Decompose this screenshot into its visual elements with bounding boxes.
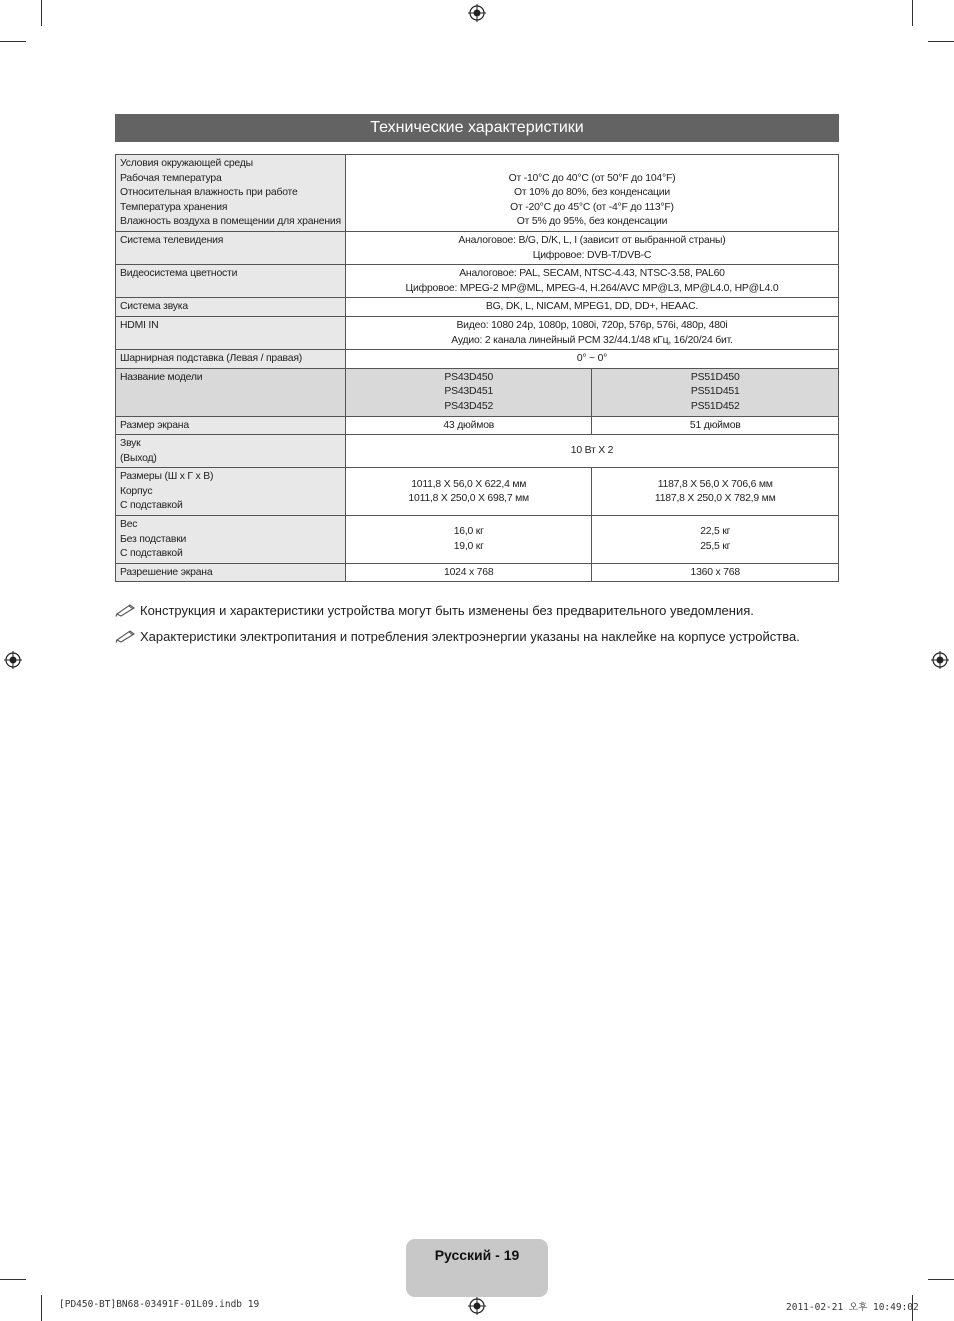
registration-mark-icon (4, 651, 22, 669)
spec-value-line: От -10°C до 40°C (от 50°F до 104°F) (508, 172, 676, 184)
crop-mark (928, 1279, 954, 1280)
specs-table (115, 154, 839, 582)
spec-label-line: Система звука (120, 301, 188, 313)
table-row (116, 416, 839, 435)
table-row (116, 155, 839, 232)
table-row (116, 516, 839, 564)
spec-value-left (345, 368, 592, 416)
table-row (116, 468, 839, 516)
spec-value (345, 155, 838, 232)
footer-timestamp: 2011-02-21 오후 10:49:02 (786, 1302, 919, 1313)
spec-label-line: Без подставки (120, 533, 187, 545)
spec-label-line: С подставкой (120, 500, 183, 512)
spec-label-line: Звук (120, 438, 141, 450)
crop-mark (928, 41, 954, 42)
spec-label (116, 265, 346, 298)
pen-icon (115, 603, 137, 617)
spec-value-left-line: PS43D450 (444, 371, 494, 383)
spec-value-right-line: 1187,8 X 56,0 X 706,6 мм (657, 478, 773, 490)
spec-value-line: 0° ~ 0° (576, 353, 608, 365)
spec-label-line: Система телевидения (120, 234, 224, 246)
spec-value-right-line: PS51D451 (690, 386, 740, 398)
page-label: Русский - 19 (434, 1247, 520, 1263)
pen-icon (115, 629, 137, 643)
spec-label-line: Размеры (Ш x Г x В) (120, 471, 214, 483)
spec-value-left-line: 1011,8 X 56,0 X 622,4 мм (411, 478, 527, 490)
table-row (116, 298, 839, 317)
spec-label-line: Условия окружающей среды (120, 158, 253, 169)
table-row (116, 368, 839, 416)
spec-label-line: HDMI IN (120, 319, 159, 331)
spec-label-line: (Выход) (120, 452, 157, 464)
spec-value-left-line: PS43D451 (444, 386, 494, 398)
spec-value-left-line: 1011,8 X 250,0 X 698,7 мм (408, 493, 530, 505)
spec-value-line: Цифровое: DVB-T/DVB-C (532, 249, 652, 261)
registration-mark-icon (931, 651, 949, 669)
spec-value (345, 265, 838, 298)
spec-value-left-line: 19,0 кг (453, 540, 484, 552)
spec-label-line: Относительная влажность при работе (120, 187, 298, 199)
footer-file: [PD450-BT]BN68-03491F-01L09.indb 19 (59, 1299, 260, 1310)
spec-label-line: Влажность воздуха в помещении для хранения (120, 216, 341, 228)
spec-label-line: Разрешение экрана (120, 566, 213, 578)
notes (115, 597, 875, 649)
spec-label-line: Видеосистема цветности (120, 268, 238, 280)
spec-value-line: Аналоговое: B/G, D/K, L, I (зависит от выбранной страны) (458, 234, 726, 246)
spec-label (116, 316, 346, 349)
spec-label-line: Вес (120, 519, 138, 531)
spec-value-left-line: PS43D452 (444, 400, 494, 412)
table-row (116, 435, 839, 468)
spec-label (116, 155, 346, 232)
crop-mark (41, 0, 42, 26)
table-row (116, 231, 839, 264)
spec-value-right (592, 416, 839, 435)
spec-value-right (592, 516, 839, 564)
note-item (115, 623, 875, 649)
spec-value-left (345, 516, 592, 564)
page-title: Технические характеристики (115, 114, 839, 142)
spec-value-line: От 5% до 95%, без конденсации (516, 216, 668, 228)
spec-value-line: BG, DK, L, NICAM, MPEG1, DD, DD+, HEAAC. (485, 301, 699, 313)
spec-label-line: Размер экрана (120, 419, 189, 431)
spec-value-right (592, 468, 839, 516)
spec-label (116, 516, 346, 564)
registration-mark-icon (468, 1297, 486, 1315)
spec-label-line: Температура хранения (120, 201, 228, 213)
spec-value-line (350, 157, 834, 172)
spec-label-line: Корпус (120, 485, 153, 497)
spec-value-left-line: 16,0 кг (453, 526, 484, 538)
spec-value (345, 231, 838, 264)
spec-value-left-line: 1024 x 768 (444, 566, 494, 578)
spec-value-line: Видео: 1080 24p, 1080p, 1080i, 720p, 576p, 576i, 480p, 480i (456, 319, 728, 331)
table-row (116, 350, 839, 369)
note-text: Характеристики электропитания и потребления электроэнергии указаны на наклейке на корпусе устройства. (140, 628, 800, 644)
note-item (115, 597, 875, 623)
spec-value-line: Цифровое: MPEG-2 MP@ML, MPEG-4, H.264/AVC MP@L3, MP@L4.0, HP@L4.0 (405, 282, 779, 294)
spec-value (345, 316, 838, 349)
spec-label (116, 350, 346, 369)
spec-value-line: 10 Вт X 2 (570, 445, 614, 457)
spec-value-left (345, 416, 592, 435)
table-row (116, 265, 839, 298)
spec-value (345, 435, 838, 468)
table-row (116, 563, 839, 582)
spec-label (116, 563, 346, 582)
spec-value-right-line: PS51D450 (690, 371, 740, 383)
registration-mark-icon (468, 4, 486, 22)
spec-value-right-line: 22,5 кг (700, 526, 731, 538)
table-row (116, 316, 839, 349)
spec-label (116, 231, 346, 264)
spec-label-line: Рабочая температура (120, 172, 222, 184)
spec-value-right-line: 1187,8 X 250,0 X 782,9 мм (654, 493, 776, 505)
spec-value-right (592, 368, 839, 416)
spec-value-left (345, 468, 592, 516)
spec-value (345, 298, 838, 317)
spec-value-left-line: 43 дюймов (443, 419, 495, 431)
spec-value-line: Аналоговое: PAL, SECAM, NTSC-4.43, NTSC-3.58, PAL60 (459, 268, 725, 280)
spec-label-line: Шарнирная подставка (Левая / правая) (120, 353, 303, 365)
spec-value-right-line: PS51D452 (690, 400, 740, 412)
spec-value-line: От -20°C до 45°C (от -4°F до 113°F) (510, 201, 674, 213)
spec-value-left (345, 563, 592, 582)
spec-value-line: Аудио: 2 канала линейный PCM 32/44.1/48 кГц, 16/20/24 бит. (451, 334, 733, 346)
note-text: Конструкция и характеристики устройства могут быть изменены без предварительного уведомления. (140, 602, 754, 618)
spec-label-line: Название модели (120, 371, 203, 383)
spec-label (116, 416, 346, 435)
page-number-tab (406, 1239, 548, 1297)
crop-mark (41, 1295, 42, 1321)
spec-value (345, 350, 838, 369)
spec-label (116, 298, 346, 317)
spec-label (116, 435, 346, 468)
spec-value-right (592, 563, 839, 582)
crop-mark (0, 1279, 26, 1280)
crop-mark (912, 0, 913, 26)
spec-value-right-line: 1360 x 768 (690, 566, 740, 578)
spec-label (116, 368, 346, 416)
spec-value-right-line: 25,5 кг (700, 540, 731, 552)
spec-value-right-line: 51 дюймов (689, 419, 741, 431)
spec-label-line: С подставкой (120, 548, 183, 560)
spec-label (116, 468, 346, 516)
crop-mark (0, 41, 26, 42)
spec-value-line: От 10% до 80%, без конденсации (513, 187, 670, 199)
